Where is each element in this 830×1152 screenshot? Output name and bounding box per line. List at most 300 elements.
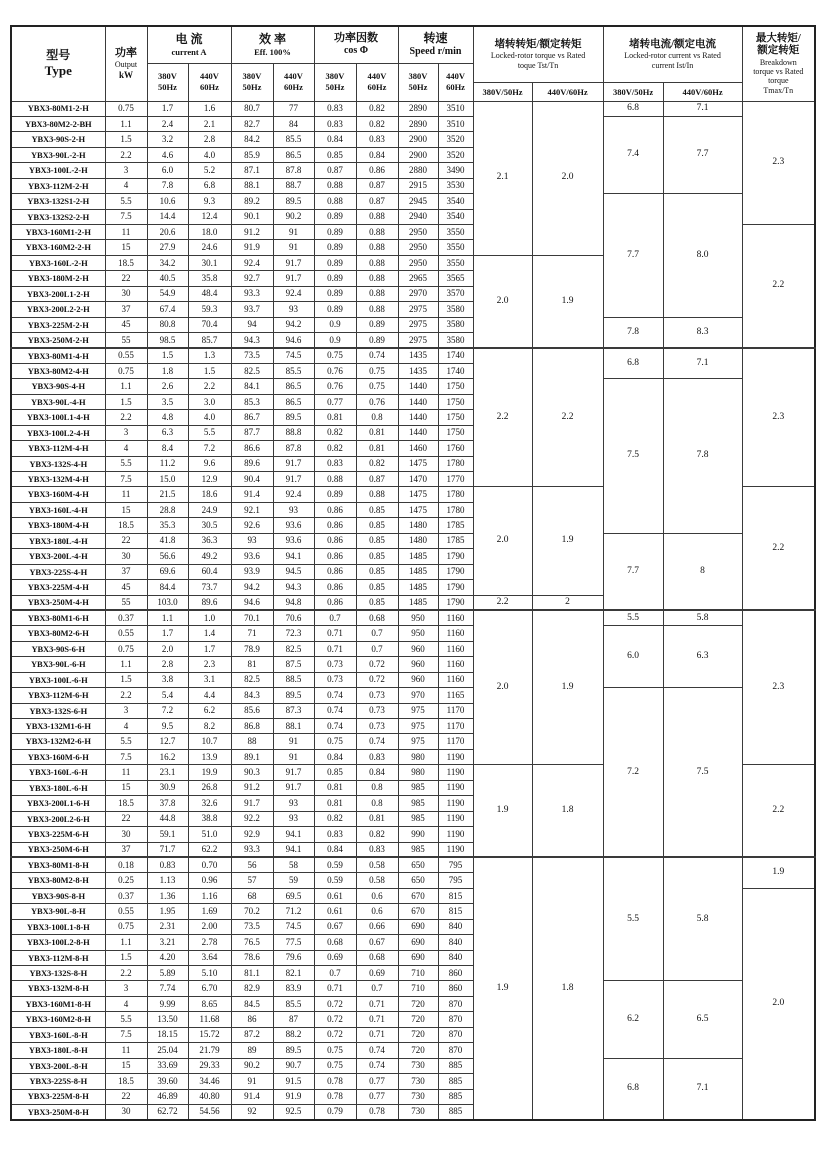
subheader-tst-440v60hz: 440V/60Hz (532, 82, 603, 101)
model: YBX3-112M-4-H (11, 441, 105, 456)
cos-380v: 0.86 (314, 518, 356, 533)
power-kw: 2.2 (105, 966, 147, 981)
current-380v: 25.04 (147, 1043, 188, 1058)
eff-380v: 87.1 (231, 163, 273, 178)
model: YBX3-80M1-4-H (11, 348, 105, 363)
current-380v: 16.2 (147, 749, 188, 764)
speed-380v: 975 (398, 703, 438, 718)
cos-440v: 0.82 (356, 456, 398, 471)
cos-380v: 0.86 (314, 533, 356, 548)
speed-440v: 1160 (438, 672, 473, 687)
cos-440v: 0.88 (356, 240, 398, 255)
cos-440v: 0.89 (356, 333, 398, 348)
power-kw: 30 (105, 1104, 147, 1119)
speed-380v: 690 (398, 935, 438, 950)
power-kw: 18.5 (105, 796, 147, 811)
cos-440v: 0.85 (356, 564, 398, 579)
model: YBX3-90S-8-H (11, 888, 105, 903)
spec-row (11, 610, 815, 625)
tst-ratio-380v: 2.1 (473, 101, 532, 255)
eff-380v: 94.6 (231, 595, 273, 610)
tst-ratio-380v: 1.9 (473, 857, 532, 1119)
subheader-eff-380v: 380V 50Hz (231, 63, 273, 101)
eff-380v: 92.9 (231, 827, 273, 842)
cos-440v: 0.8 (356, 796, 398, 811)
power-kw: 15 (105, 1058, 147, 1073)
speed-440v: 840 (438, 935, 473, 950)
model: YBX3-132M-4-H (11, 472, 105, 487)
spec-row (11, 857, 815, 872)
cos-380v: 0.87 (314, 163, 356, 178)
eff-440v: 89.5 (273, 688, 314, 703)
model: YBX3-200L-8-H (11, 1058, 105, 1073)
speed-380v: 960 (398, 672, 438, 687)
current-380v: 4.6 (147, 147, 188, 162)
power-kw: 7.5 (105, 472, 147, 487)
current-440v: 12.9 (188, 472, 231, 487)
current-380v: 3.5 (147, 394, 188, 409)
current-440v: 32.6 (188, 796, 231, 811)
type-label-zh: 型号 (46, 48, 71, 63)
tmax-label-en3: torque (768, 76, 789, 86)
current-380v: 23.1 (147, 765, 188, 780)
current-440v: 15.72 (188, 1027, 231, 1042)
cos-380v: 0.77 (314, 394, 356, 409)
current-380v: 9.99 (147, 996, 188, 1011)
current-440v: 30.1 (188, 255, 231, 270)
model: YBX3-100L1-8-H (11, 919, 105, 934)
speed-380v: 960 (398, 641, 438, 656)
cos-380v: 0.9 (314, 333, 356, 348)
speed-380v: 2890 (398, 116, 438, 131)
current-440v: 4.0 (188, 147, 231, 162)
eff-440v: 91 (273, 749, 314, 764)
cos-380v: 0.81 (314, 780, 356, 795)
eff-440v: 82.5 (273, 641, 314, 656)
eff-380v: 88 (231, 734, 273, 749)
current-380v: 1.1 (147, 610, 188, 625)
eff-440v: 59 (273, 873, 314, 888)
eff-440v: 86.5 (273, 379, 314, 394)
speed-380v: 1475 (398, 502, 438, 517)
speed-440v: 3540 (438, 209, 473, 224)
eff-440v: 94.1 (273, 842, 314, 857)
eff-440v: 83.9 (273, 981, 314, 996)
current-440v: 5.2 (188, 163, 231, 178)
cos-380v: 0.72 (314, 1012, 356, 1027)
current-440v: 1.3 (188, 348, 231, 363)
current-440v: 1.0 (188, 610, 231, 625)
spec-row (11, 194, 815, 209)
model: YBX3-160L-6-H (11, 765, 105, 780)
power-kw: 0.55 (105, 348, 147, 363)
cos-380v: 0.89 (314, 240, 356, 255)
ist-ratio-380v: 7.7 (603, 194, 663, 318)
speed-label-en: Speed r/min (409, 46, 462, 58)
power-kw: 5.5 (105, 1012, 147, 1027)
current-380v: 14.4 (147, 209, 188, 224)
model: YBX3-132S-6-H (11, 703, 105, 718)
model: YBX3-112M-8-H (11, 950, 105, 965)
eff-440v: 94.8 (273, 595, 314, 610)
eff-440v: 91.7 (273, 780, 314, 795)
speed-380v: 985 (398, 796, 438, 811)
cos-440v: 0.81 (356, 425, 398, 440)
eff-380v: 73.5 (231, 919, 273, 934)
ist-ratio-380v: 5.5 (603, 610, 663, 625)
current-440v: 29.33 (188, 1058, 231, 1073)
cos-380v: 0.89 (314, 302, 356, 317)
eff-440v: 85.5 (273, 363, 314, 378)
model: YBX3-225S-8-H (11, 1074, 105, 1089)
current-380v: 56.6 (147, 549, 188, 564)
current-440v: 5.10 (188, 966, 231, 981)
current-380v: 30.9 (147, 780, 188, 795)
speed-380v: 1440 (398, 394, 438, 409)
model: YBX3-180M-4-H (11, 518, 105, 533)
eff-440v: 89.5 (273, 194, 314, 209)
power-kw: 1.1 (105, 657, 147, 672)
cos-label-zh: 功率因数 (334, 32, 378, 45)
power-kw: 37 (105, 842, 147, 857)
model: YBX3-132S-4-H (11, 456, 105, 471)
eff-380v: 87.7 (231, 425, 273, 440)
power-kw: 2.2 (105, 410, 147, 425)
tst-ratio-440v: 1.9 (532, 610, 603, 764)
current-440v: 34.46 (188, 1074, 231, 1089)
tmax-ratio: 2.2 (742, 487, 815, 611)
cos-440v: 0.72 (356, 657, 398, 672)
current-380v: 7.2 (147, 703, 188, 718)
eff-440v: 91.7 (273, 472, 314, 487)
cos-440v: 0.74 (356, 1043, 398, 1058)
cos-label-en: cos Φ (343, 45, 369, 57)
eff-440v: 72.3 (273, 626, 314, 641)
power-kw: 15 (105, 502, 147, 517)
power-kw: 15 (105, 240, 147, 255)
speed-label-zh: 转速 (423, 31, 448, 46)
speed-440v: 1760 (438, 441, 473, 456)
cos-380v: 0.86 (314, 549, 356, 564)
spec-rows (11, 101, 815, 1120)
power-kw: 7.5 (105, 209, 147, 224)
ist-ratio-380v: 7.4 (603, 116, 663, 193)
current-440v: 62.2 (188, 842, 231, 857)
speed-440v: 1160 (438, 641, 473, 656)
cos-440v: 0.66 (356, 919, 398, 934)
power-kw: 0.37 (105, 888, 147, 903)
eff-440v: 90.2 (273, 209, 314, 224)
current-440v: 4.0 (188, 410, 231, 425)
current-380v: 2.6 (147, 379, 188, 394)
power-kw: 0.18 (105, 857, 147, 872)
speed-440v: 3570 (438, 286, 473, 301)
eff-440v: 74.5 (273, 919, 314, 934)
speed-440v: 1190 (438, 811, 473, 826)
ist-ratio-440v: 8 (663, 533, 742, 610)
eff-440v: 91.5 (273, 1074, 314, 1089)
eff-440v: 94.6 (273, 333, 314, 348)
tst-ratio-440v: 1.8 (532, 857, 603, 1119)
cos-380v: 0.89 (314, 286, 356, 301)
ist-ratio-440v: 5.8 (663, 857, 742, 981)
power-kw: 45 (105, 580, 147, 595)
current-380v: 98.5 (147, 333, 188, 348)
power-kw: 30 (105, 286, 147, 301)
col-header-breakdown-torque (742, 26, 815, 101)
speed-440v: 1190 (438, 827, 473, 842)
spec-table (10, 25, 816, 1121)
speed-380v: 950 (398, 626, 438, 641)
eff-440v: 93 (273, 502, 314, 517)
cos-380v: 0.61 (314, 888, 356, 903)
speed-440v: 840 (438, 950, 473, 965)
power-kw: 11 (105, 487, 147, 502)
power-kw: 22 (105, 1089, 147, 1104)
cos-440v: 0.8 (356, 410, 398, 425)
speed-380v: 1435 (398, 348, 438, 363)
eff-440v: 91.7 (273, 271, 314, 286)
eff-440v: 77.5 (273, 935, 314, 950)
speed-380v: 2900 (398, 147, 438, 162)
eff-380v: 73.5 (231, 348, 273, 363)
power-kw: 1.5 (105, 950, 147, 965)
model: YBX3-132M2-6-H (11, 734, 105, 749)
current-380v: 1.7 (147, 626, 188, 641)
model: YBX3-90L-4-H (11, 394, 105, 409)
eff-380v: 89.6 (231, 456, 273, 471)
eff-380v: 85.6 (231, 703, 273, 718)
eff-440v: 94.5 (273, 564, 314, 579)
speed-440v: 3550 (438, 240, 473, 255)
speed-380v: 720 (398, 1043, 438, 1058)
model: YBX3-160L-4-H (11, 502, 105, 517)
current-380v: 18.15 (147, 1027, 188, 1042)
eff-380v: 91.7 (231, 796, 273, 811)
cos-440v: 0.58 (356, 857, 398, 872)
current-380v: 5.89 (147, 966, 188, 981)
cos-440v: 0.88 (356, 302, 398, 317)
current-440v: 1.69 (188, 904, 231, 919)
eff-380v: 68 (231, 888, 273, 903)
cos-440v: 0.74 (356, 1058, 398, 1073)
speed-380v: 2900 (398, 132, 438, 147)
speed-440v: 840 (438, 919, 473, 934)
speed-380v: 990 (398, 827, 438, 842)
power-kw: 30 (105, 827, 147, 842)
cos-380v: 0.61 (314, 904, 356, 919)
current-440v: 12.4 (188, 209, 231, 224)
cos-440v: 0.77 (356, 1089, 398, 1104)
current-440v: 6.8 (188, 178, 231, 193)
current-380v: 1.36 (147, 888, 188, 903)
model: YBX3-90L-8-H (11, 904, 105, 919)
cos-380v: 0.84 (314, 132, 356, 147)
cos-440v: 0.73 (356, 688, 398, 703)
speed-440v: 1785 (438, 518, 473, 533)
power-kw: 55 (105, 333, 147, 348)
current-440v: 18.6 (188, 487, 231, 502)
power-kw: 0.55 (105, 904, 147, 919)
cos-440v: 0.6 (356, 904, 398, 919)
speed-440v: 3520 (438, 147, 473, 162)
speed-440v: 3580 (438, 317, 473, 332)
model: YBX3-90S-4-H (11, 379, 105, 394)
subheader-current-440v: 440V 60Hz (188, 63, 231, 101)
cos-380v: 0.74 (314, 719, 356, 734)
speed-440v: 1780 (438, 487, 473, 502)
cos-440v: 0.74 (356, 734, 398, 749)
model: YBX3-132M1-6-H (11, 719, 105, 734)
current-380v: 5.4 (147, 688, 188, 703)
speed-440v: 870 (438, 1043, 473, 1058)
current-label-en: current A (171, 47, 207, 58)
current-440v: 3.1 (188, 672, 231, 687)
speed-380v: 730 (398, 1104, 438, 1119)
cos-380v: 0.82 (314, 811, 356, 826)
cos-440v: 0.71 (356, 996, 398, 1011)
power-kw: 18.5 (105, 255, 147, 270)
eff-380v: 86.8 (231, 719, 273, 734)
current-440v: 13.9 (188, 749, 231, 764)
power-kw: 0.75 (105, 101, 147, 116)
eff-440v: 91 (273, 734, 314, 749)
model: YBX3-90L-6-H (11, 657, 105, 672)
power-kw: 22 (105, 271, 147, 286)
cos-440v: 0.72 (356, 672, 398, 687)
speed-380v: 670 (398, 904, 438, 919)
eff-380v: 81.1 (231, 966, 273, 981)
ist-ratio-380v: 5.5 (603, 857, 663, 981)
current-380v: 13.50 (147, 1012, 188, 1027)
cos-380v: 0.71 (314, 626, 356, 641)
spec-row (11, 688, 815, 703)
current-380v: 15.0 (147, 472, 188, 487)
speed-380v: 670 (398, 888, 438, 903)
cos-380v: 0.7 (314, 966, 356, 981)
model: YBX3-80M1-2-H (11, 101, 105, 116)
eff-440v: 92.4 (273, 286, 314, 301)
ist-ratio-380v: 6.2 (603, 981, 663, 1058)
power-kw: 1.5 (105, 394, 147, 409)
cos-440v: 0.73 (356, 703, 398, 718)
motor-spec-sheet (10, 25, 814, 1121)
eff-380v: 94 (231, 317, 273, 332)
model: YBX3-225M-8-H (11, 1089, 105, 1104)
ist-ratio-440v: 7.1 (663, 101, 742, 116)
cos-440v: 0.81 (356, 811, 398, 826)
model: YBX3-132M-8-H (11, 981, 105, 996)
power-kw: 4 (105, 719, 147, 734)
speed-440v: 3540 (438, 194, 473, 209)
cos-380v: 0.83 (314, 101, 356, 116)
eff-380v: 78.6 (231, 950, 273, 965)
speed-440v: 1740 (438, 348, 473, 363)
speed-380v: 1485 (398, 564, 438, 579)
model: YBX3-112M-2-H (11, 178, 105, 193)
speed-440v: 1170 (438, 734, 473, 749)
current-380v: 7.8 (147, 178, 188, 193)
cos-440v: 0.88 (356, 225, 398, 240)
speed-380v: 1475 (398, 487, 438, 502)
eff-380v: 93.9 (231, 564, 273, 579)
speed-380v: 2880 (398, 163, 438, 178)
eff-440v: 93.6 (273, 533, 314, 548)
model: YBX3-80M1-6-H (11, 610, 105, 625)
ist-ratio-440v: 7.5 (663, 688, 742, 858)
cos-440v: 0.7 (356, 981, 398, 996)
speed-440v: 870 (438, 1012, 473, 1027)
eff-label-en: Eff. 100% (254, 47, 291, 58)
power-kw: 0.25 (105, 873, 147, 888)
spec-row (11, 348, 815, 363)
cos-440v: 0.8 (356, 780, 398, 795)
speed-380v: 975 (398, 734, 438, 749)
speed-380v: 2975 (398, 333, 438, 348)
cos-380v: 0.85 (314, 765, 356, 780)
speed-380v: 1440 (398, 425, 438, 440)
model: YBX3-80M2-4-H (11, 363, 105, 378)
tmax-label-zh2: 额定转矩 (757, 45, 800, 57)
cos-440v: 0.88 (356, 255, 398, 270)
speed-440v: 1750 (438, 379, 473, 394)
cos-380v: 0.82 (314, 441, 356, 456)
eff-440v: 89.5 (273, 1043, 314, 1058)
speed-380v: 1485 (398, 580, 438, 595)
speed-380v: 985 (398, 811, 438, 826)
tmax-ratio: 2.2 (742, 225, 815, 349)
col-header-efficiency (231, 26, 314, 63)
power-kw: 5.5 (105, 194, 147, 209)
cos-440v: 0.83 (356, 132, 398, 147)
speed-440v: 1160 (438, 610, 473, 625)
cos-440v: 0.67 (356, 935, 398, 950)
current-380v: 12.7 (147, 734, 188, 749)
eff-440v: 88.1 (273, 719, 314, 734)
current-440v: 0.96 (188, 873, 231, 888)
model: YBX3-100L2-4-H (11, 425, 105, 440)
spec-row (11, 317, 815, 332)
speed-440v: 1160 (438, 657, 473, 672)
speed-380v: 2950 (398, 240, 438, 255)
spec-row (11, 533, 815, 548)
current-380v: 3.21 (147, 935, 188, 950)
model: YBX3-250M-6-H (11, 842, 105, 857)
current-380v: 9.5 (147, 719, 188, 734)
speed-440v: 3580 (438, 302, 473, 317)
power-kw: 4 (105, 996, 147, 1011)
model: YBX3-100L-2-H (11, 163, 105, 178)
model: YBX3-160L-2-H (11, 255, 105, 270)
eff-440v: 86.5 (273, 147, 314, 162)
eff-380v: 57 (231, 873, 273, 888)
current-440v: 70.4 (188, 317, 231, 332)
speed-440v: 3550 (438, 225, 473, 240)
eff-380v: 92.6 (231, 518, 273, 533)
tst-ratio-380v: 2.2 (473, 595, 532, 610)
speed-380v: 2970 (398, 286, 438, 301)
current-440v: 1.5 (188, 363, 231, 378)
eff-440v: 71.2 (273, 904, 314, 919)
speed-380v: 730 (398, 1058, 438, 1073)
current-440v: 2.8 (188, 132, 231, 147)
ist-ratio-380v: 7.2 (603, 688, 663, 858)
power-kw: 3 (105, 425, 147, 440)
power-kw: 7.5 (105, 1027, 147, 1042)
cos-380v: 0.7 (314, 610, 356, 625)
ist-ratio-380v: 7.7 (603, 533, 663, 610)
model: YBX3-80M2-8-H (11, 873, 105, 888)
